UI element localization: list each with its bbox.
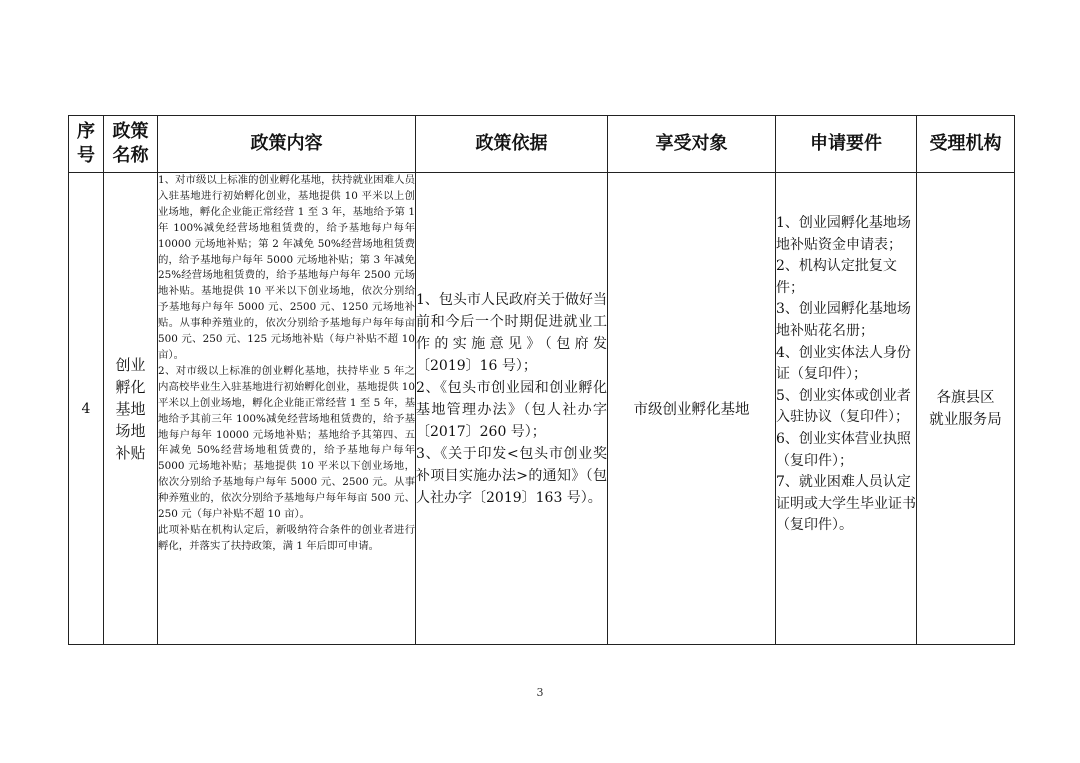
name-line: 场地 (115, 421, 146, 440)
requirement-item: 3、创业园孵化基地场地补贴花名册； (776, 301, 911, 339)
policy-table (68, 115, 1015, 645)
requirement-item: 1、创业园孵化基地场地补贴资金申请表； (776, 215, 911, 253)
requirement-item: 5、创业实体或创业者入驻协议（复印件）； (776, 387, 911, 426)
name-line: 创业 (115, 355, 146, 374)
name-line: 补贴 (115, 443, 146, 462)
header-requirements: 申请要件 (776, 116, 917, 173)
row-agency (917, 173, 1015, 645)
row-requirements (776, 173, 917, 645)
agency-line: 就业服务局 (929, 411, 1002, 428)
header-target: 享受对象 (608, 116, 776, 173)
requirement-item: 2、机构认定批复文件； (776, 258, 897, 296)
content-item-2: 2、对市级以上标准的创业孵化基地，扶持毕业 5 年之内高校毕业生入驻基地进行初始孵化创业，基地提供 10 平米以上创业场地，孵化企业能正常经营 1 至 5 年，基地给予其前三年 100%减免经营场地租赁费的，给予基地每户每年 10000 元场地补贴；基地给予其第四、五年减免 50%经营场地租赁费的，给予基地每户每年 5000 元场地补贴；基地提供 10 平米以下创业场地，依次分别给予基地每户每年 5000 元、2500 元。从事种养殖业的，依次分别给予基地每户每年每亩 500 元、250 元（每户补贴不超 10 亩）。 (158, 364, 415, 521)
name-line: 基地 (115, 399, 146, 418)
requirement-item: 7、就业困难人员认定证明或大学生毕业证书（复印件）。 (776, 474, 916, 534)
header-agency: 受理机构 (917, 116, 1015, 173)
row-seq: 4 (69, 173, 104, 645)
header-policy-name: 政策 名称 (104, 116, 158, 173)
row-policy-name (104, 173, 158, 645)
agency-line: 各旗县区 (936, 389, 995, 406)
requirement-item: 6、创业实体营业执照（复印件）； (776, 430, 911, 469)
header-seq: 序 号 (69, 116, 104, 173)
basis-item-3: 3、《关于印发<包头市创业奖补项目实施办法>的通知》（包人社办字〔2019〕163 号）。 (416, 446, 607, 506)
content-note: 此项补贴在机构认定后，新吸纳符合条件的创业者进行孵化，并落实了扶持政策，满 1 年后即可申请。 (158, 523, 415, 552)
header-policy-basis: 政策依据 (416, 116, 608, 173)
table-row (69, 173, 1015, 645)
basis-item-2: 2、《包头市创业园和创业孵化基地管理办法》（包人社办字〔2017〕260 号）； (416, 380, 607, 440)
basis-item-1: 1、包头市人民政府关于做好当前和今后一个时期促进就业工作的实施意见》（包府发〔2019〕16 号）； (416, 292, 607, 374)
row-policy-basis (416, 173, 608, 645)
requirement-item: 4、创业实体法人身份证（复印件）； (776, 344, 911, 383)
page-number: 3 (536, 686, 544, 699)
row-policy-content (158, 173, 416, 645)
table-header-row (69, 116, 1015, 173)
content-item-1: 1、对市级以上标准的创业孵化基地，扶持就业困难人员入驻基地进行初始孵化创业，基地提供 10 平米以上创业场地，孵化企业能正常经营 1 至 3 年，基地给予第 1 年 100%减免经营场地租赁费的，给予基地每户每年 10000 元场地补贴；第 2 年减免 50%经营场地租赁费的，给予基地每户每年 5000 元场地补贴；第 3 年减免 25%经营场地租赁费的，给予基地每户每年 2500 元场地补贴。基地提供 10 平米以下创业场地，依次分别给予基地每户每年 5000 元、2500 元、1250 元场地补贴。从事种养殖业的，依次分别给予基地每户每年每亩 500 元、250 元、125 元场地补贴（每户补贴不超 10 亩）。 (158, 174, 415, 361)
name-line: 孵化 (115, 377, 146, 396)
row-target: 市级创业孵化基地 (608, 173, 776, 645)
header-policy-content: 政策内容 (158, 116, 416, 173)
